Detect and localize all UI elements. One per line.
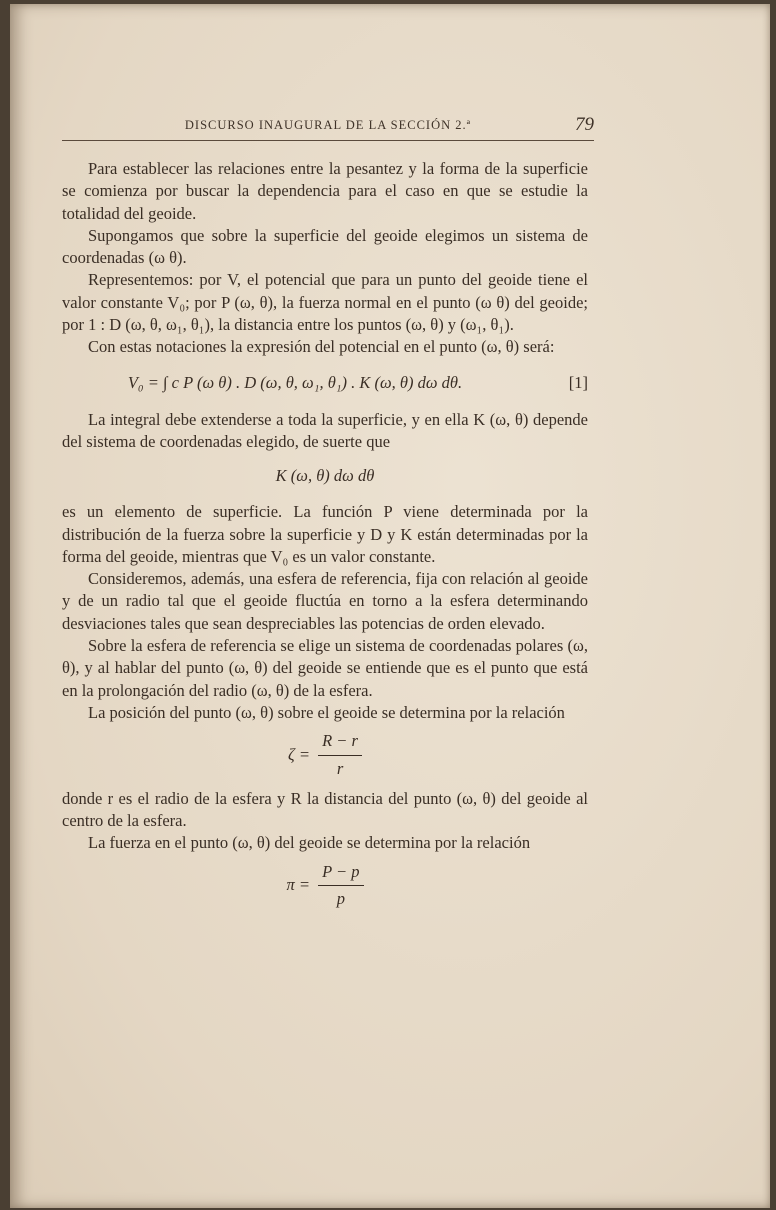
equation-number: [1]: [568, 372, 588, 392]
paragraph: Representemos: por V, el potencial que para un punto del geoide tiene el valor constante V₀; por P (ω, θ), la fuerza normal en el punto (ω θ) del geoide; por 1 : D (ω, θ, ω₁, θ₁), la distancia entre los puntos (ω, θ) y (ω₁, θ₁).: [62, 270, 588, 335]
paragraph: Consideremos, además, una esfera de referencia, fija con relación al geoide y de un radio tal que el geoide fluctúa en torno a la esfera determinando desviaciones tales que sean despreciables las potencias de orden elevado.: [62, 569, 588, 633]
denominator: r: [336, 758, 344, 778]
paragraph: La posición del punto (ω, θ) sobre el geoide se determina por la relación: [88, 702, 565, 722]
equation-lhs: π =: [286, 875, 310, 895]
numerator: P − p: [318, 861, 363, 886]
denominator: p: [336, 889, 345, 909]
fraction: [318, 861, 363, 911]
numerator: R − r: [318, 730, 362, 755]
equation-potential: [62, 371, 588, 395]
paragraph: es un elemento de superficie. La función P viene determinada por la distribución de la fuerza sobre la superficie y D y K están determinadas por la forma del geoide, mientras que V₀ es un valor constante.: [62, 502, 588, 566]
paragraph: La integral debe extenderse a toda la superficie, y en ella K (ω, θ) depende del sistema de coordenadas elegido, de suerte que: [62, 409, 588, 451]
book-page: [10, 4, 770, 1208]
page-body: [62, 158, 588, 918]
paragraph: Supongamos que sobre la superficie del geoide elegimos un sistema de coordenadas (ω θ).: [62, 225, 588, 268]
page-header: [62, 114, 594, 141]
fraction: [318, 730, 362, 780]
paragraph: Sobre la esfera de referencia se elige un sistema de coordenadas polares (ω, θ), y al hablar del punto (ω, θ) del geoide se entiende que es el punto que está en la prolongación del radio (ω, θ) de la esfera.: [62, 636, 588, 700]
paragraph: Para establecer las relaciones entre la pesantez y la forma de la superficie se comienza por buscar la dependencia para el caso en que se estudie la totalidad del geoide.: [62, 159, 588, 223]
equation-text: V₀ = ∫ c P (ω θ) . D (ω, θ, ω₁, θ₁) . K (ω, θ) dω dθ.: [127, 372, 463, 392]
equation-surface-element: K (ω, θ) dω dθ: [275, 466, 375, 486]
paragraph: Con estas notaciones la expresión del potencial en el punto (ω, θ) será:: [88, 337, 555, 357]
equation-lhs: ζ =: [288, 744, 310, 764]
running-head: DISCURSO INAUGURAL DE LA SECCIÓN 2.ª: [184, 118, 472, 132]
paragraph: La fuerza en el punto (ω, θ) del geoide se determina por la relación: [88, 833, 531, 853]
equation-pi: [62, 861, 588, 911]
equation-zeta: [62, 730, 588, 780]
paragraph: donde r es el radio de la esfera y R la distancia del punto (ω, θ) del geoide al centro de la esfera.: [62, 788, 588, 831]
page-number: 79: [575, 114, 594, 135]
